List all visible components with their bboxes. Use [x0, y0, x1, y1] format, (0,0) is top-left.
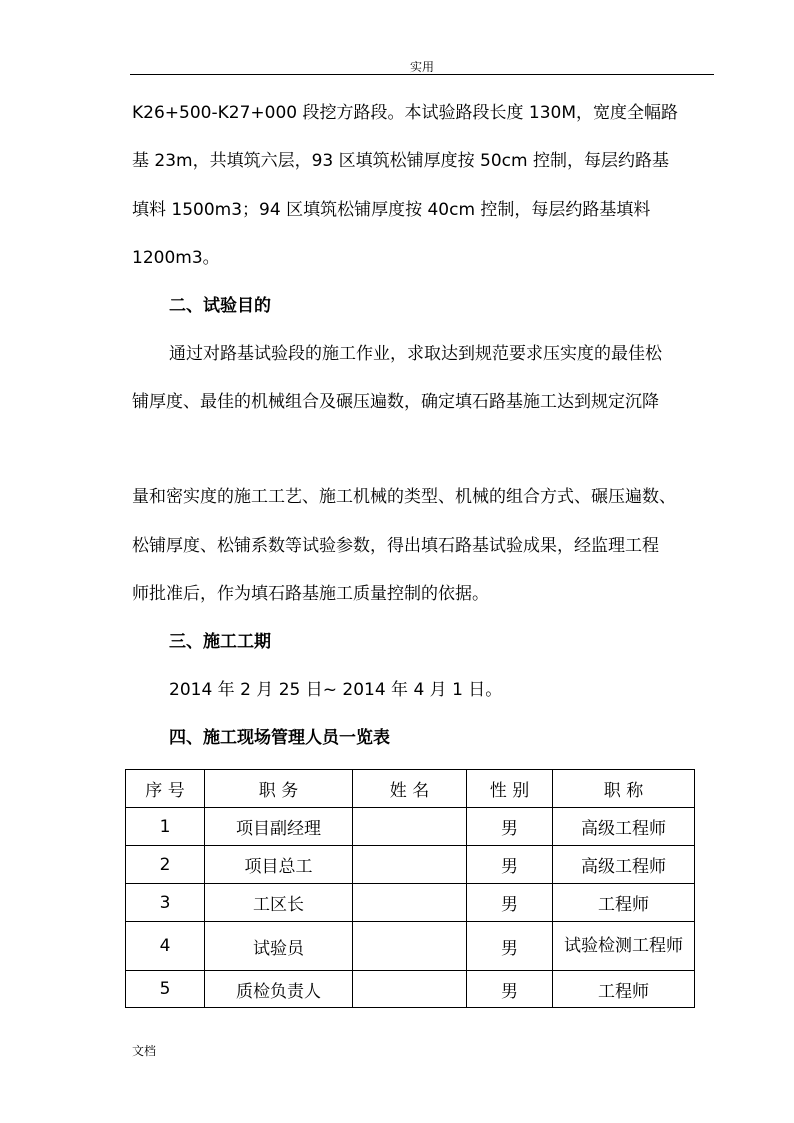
cell-seq: 2 [126, 846, 205, 884]
cell-gender: 男 [467, 971, 553, 1008]
page-footer: 文档 [132, 1044, 157, 1058]
table-row [126, 808, 695, 846]
cell-title: 工程师 [553, 971, 695, 1008]
cell-name [353, 971, 467, 1008]
cell-seq: 3 [126, 884, 205, 922]
table-row [126, 971, 695, 1008]
cell-position: 质检负责人 [205, 971, 353, 1008]
cell-seq: 1 [126, 808, 205, 846]
paragraph-line: K26+500-K27+000 段挖方路段。本试验路段长度 130M，宽度全幅路 [132, 103, 678, 123]
section-heading: 三、施工工期 [169, 632, 271, 652]
paragraph-line: 填料 1500m3；94 区填筑松铺厚度按 40cm 控制，每层约路基填料 [132, 200, 651, 220]
table-header-row [126, 770, 695, 808]
table-row [126, 884, 695, 922]
paragraph-line: 师批准后，作为填石路基施工质量控制的依据。 [132, 584, 489, 604]
cell-name [353, 922, 467, 971]
paragraph-line: 1200m3。 [132, 248, 220, 268]
header-cell-title: 职 称 [553, 770, 695, 808]
cell-seq: 5 [126, 971, 205, 1008]
paragraph-line: 量和密实度的施工工艺、施工机械的类型、机械的组合方式、碾压遍数、 [132, 487, 676, 507]
cell-position: 项目副经理 [205, 808, 353, 846]
paragraph-line: 松铺厚度、松铺系数等试验参数，得出填石路基试验成果，经监理工程 [132, 536, 659, 556]
cell-gender: 男 [467, 922, 553, 971]
cell-position: 试验员 [205, 922, 353, 971]
header-cell-position: 职 务 [205, 770, 353, 808]
cell-title: 工程师 [553, 884, 695, 922]
cell-position: 工区长 [205, 884, 353, 922]
cell-title: 高级工程师 [553, 846, 695, 884]
paragraph-line: 铺厚度、最佳的机械组合及碾压遍数，确定填石路基施工达到规定沉降 [132, 392, 659, 412]
section-heading: 二、试验目的 [169, 296, 271, 316]
header-cell-gender: 性 别 [467, 770, 553, 808]
paragraph-line: 基 23m，共填筑六层，93 区填筑松铺厚度按 50cm 控制，每层约路基 [132, 151, 669, 171]
section-heading: 四、施工现场管理人员一览表 [169, 728, 390, 748]
cell-seq: 4 [126, 922, 205, 971]
cell-title: 高级工程师 [553, 808, 695, 846]
header-rule [130, 74, 714, 75]
cell-gender: 男 [467, 846, 553, 884]
cell-name [353, 846, 467, 884]
table-row [126, 846, 695, 884]
table-row [126, 922, 695, 971]
header-cell-name: 姓 名 [353, 770, 467, 808]
page-header: 实用 [409, 60, 434, 74]
cell-gender: 男 [467, 884, 553, 922]
cell-name [353, 808, 467, 846]
paragraph-line: 2014 年 2 月 25 日~ 2014 年 4 月 1 日。 [169, 680, 503, 700]
paragraph-line: 通过对路基试验段的施工作业，求取达到规范要求压实度的最佳松 [169, 344, 662, 364]
cell-gender: 男 [467, 808, 553, 846]
cell-name [353, 884, 467, 922]
header-cell-seq: 序 号 [126, 770, 205, 808]
cell-position: 项目总工 [205, 846, 353, 884]
staff-table [125, 769, 695, 1008]
cell-title: 试验检测工程师 [553, 922, 695, 971]
